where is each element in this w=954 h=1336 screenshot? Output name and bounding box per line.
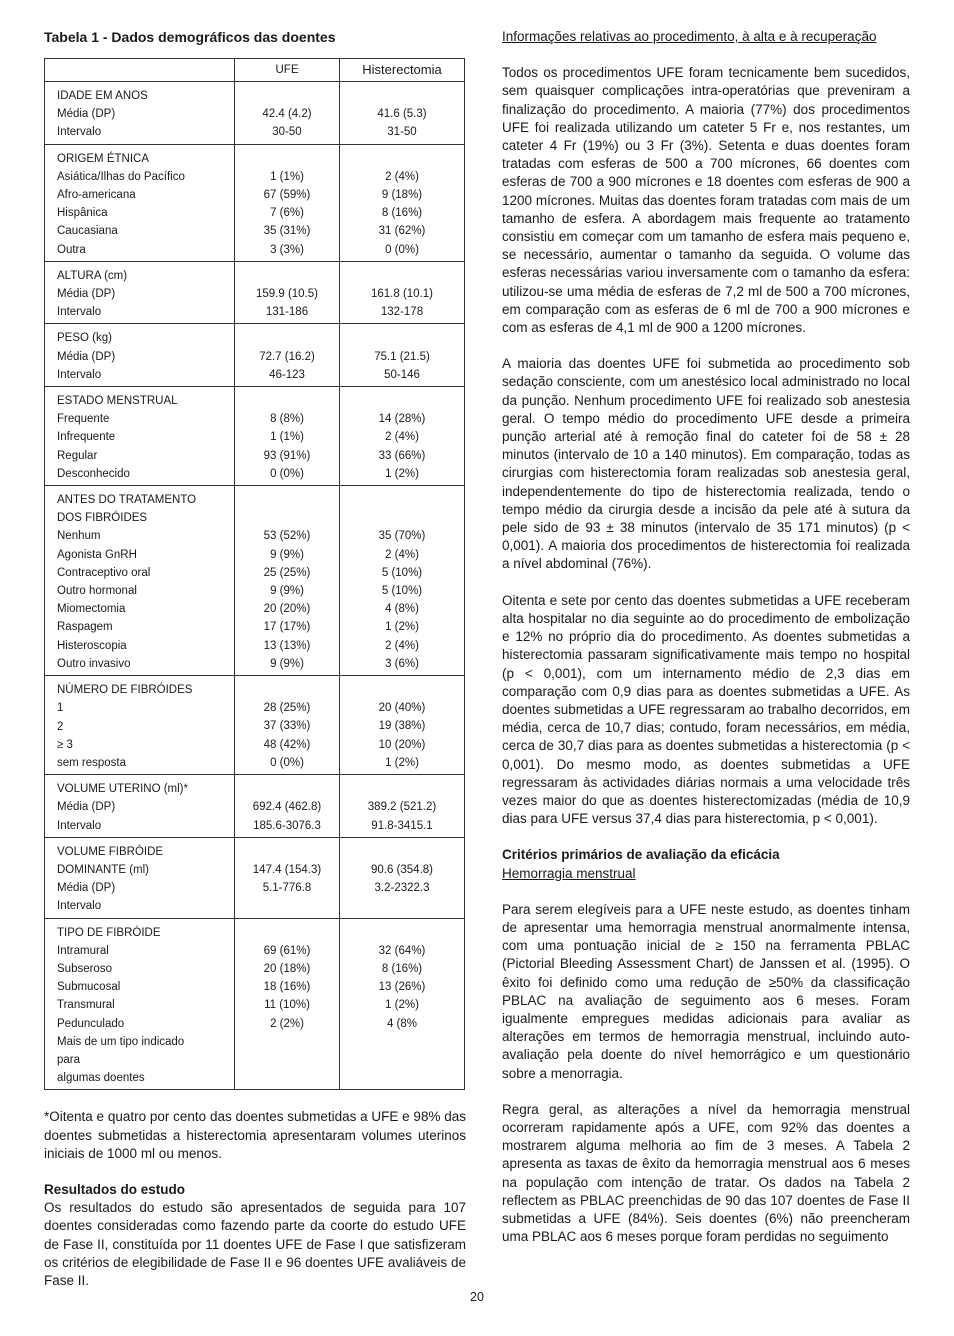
table-row: [45, 775, 465, 838]
cell-line: 4 (8%: [386, 1017, 418, 1030]
ufe-value-cell: [235, 775, 340, 838]
cell-line: 33 (66%): [378, 449, 426, 462]
cell-line: Raspagem: [57, 621, 113, 634]
cell-line: [235, 1051, 339, 1069]
cell-line: 3 (6%): [385, 657, 419, 670]
table-row: [45, 144, 465, 261]
cell-line: Média (DP): [57, 882, 116, 895]
cell-line: [235, 924, 339, 942]
cell-line: 1 (2%): [385, 621, 419, 634]
left-column: [44, 28, 466, 1290]
paragraph-procedures: Todos os procedimentos UFE foram tecnicamente bem sucedidos, sem quaisquer complicações intra-operatórias que preveniram a finalização do procedimento. A maioria (77%) dos procedimentos UFE foi realizada utilizando um cateter 5 Fr e, nos restantes, um cateter 4 Fr (19%) ou 3 Fr (3%). Setenta e duas doentes foram tratadas com esferas de 500 a 700 mícrones, 66 doentes com esferas de 700 a 900 mícrones e 18 doentes com esferas de 900 a 1200 mícrones. Muitas das doentes foram tratadas com mais de um tamanho de esfera. A abordagem mais frequente ao tratamento consistiu em começar com um tamanho de esfera mais pequeno e, se necessário, aumentar o tamanho da seguida. O volume das esferas necessárias variou inversamente com o tamanho da esfera: utilizou-se uma média de esferas de 7,2 ml de 500 a 700 mícrones, em comparação com as esferas de 6 ml de 700 a 900 mícrones e com as esferas de 4,1 ml de 900 a 1200 mícrones.: [502, 65, 910, 336]
table-header-row: [45, 59, 465, 82]
cell-line: 41.6 (5.3): [377, 108, 427, 121]
cell-line: 18 (16%): [263, 981, 311, 994]
table-body: [45, 82, 465, 1090]
row-label-cell: [45, 486, 235, 676]
cell-line: [235, 267, 339, 285]
ufe-value-cell: [235, 82, 340, 145]
page-number: 20: [470, 1290, 484, 1304]
table-title: Tabela 1 - Dados demográficos das doentes: [44, 29, 336, 45]
cell-line: 1: [57, 702, 64, 715]
cell-line: 75.1 (21.5): [374, 350, 430, 363]
cell-line: [235, 329, 339, 347]
cell-line: 8 (16%): [381, 207, 423, 220]
cell-line: 1 (1%): [270, 431, 304, 444]
cell-line: 3 (3%): [270, 243, 304, 256]
cell-line: Outra: [57, 243, 86, 256]
cell-line: Média (DP): [57, 801, 116, 814]
cell-line: [340, 1069, 464, 1087]
cell-line: [235, 150, 339, 168]
cell-line: VOLUME UTERINO (ml)*: [57, 783, 188, 796]
cell-line: Média (DP): [57, 108, 116, 121]
cell-line: Pedunculado: [57, 1017, 125, 1030]
paragraph-discharge: Oitenta e sete por cento das doentes submetidas a UFE receberam alta hospitalar no dia seguinte ao do procedimento de embolização e 12% no próprio dia do procedimento. As doentes submetidas a histerectomia passaram significativamente mais tempo no hospital (p < 0,001), com um internamento médio de 2,3 dias em comparação com 0,9 dias para as doentes submetidas a UFE. As doentes submetidas a UFE regressaram ao trabalho decorridos, em média, cerca de 10,7 dias; contudo, foram necessários, em média, cerca de 30,7 dias para as doentes submetidas a histerectomia (p < 0,001). Do mesmo modo, as doentes submetidas a UFE regressaram às actividades diárias normais a uma velocidade três vezes maior do que as doentes histerectomizadas (média de 10,9 dias para UFE versus 37,4 dias para histerectomia, p < 0,001).: [502, 592, 910, 827]
cell-line: 90.6 (354.8): [370, 863, 433, 876]
cell-line: 9 (18%): [381, 189, 423, 201]
cell-line: [340, 509, 464, 527]
cell-line: Subseroso: [57, 962, 112, 975]
cell-line: 53 (52%): [263, 530, 311, 543]
cell-line: [340, 267, 464, 285]
cell-line: 35 (31%): [263, 225, 311, 238]
cell-line: Infrequente: [57, 431, 116, 444]
row-label-cell: [45, 387, 235, 486]
cell-line: Desconhecido: [57, 467, 130, 480]
hysterectomy-value-cell: [340, 144, 465, 261]
cell-line: Frequente: [57, 413, 110, 426]
row-label-cell: [45, 261, 235, 324]
cell-line: TIPO DE FIBRÓIDE: [57, 926, 161, 939]
cell-line: 5.1-776.8: [262, 882, 312, 895]
cell-line: [340, 780, 464, 798]
cell-line: Hispânica: [57, 207, 108, 220]
cell-line: [340, 392, 464, 410]
cell-line: 2 (4%): [385, 639, 419, 652]
header-ufe: UFE: [235, 59, 340, 82]
table-row: [45, 486, 465, 676]
cell-line: 147.4 (154.3): [252, 863, 322, 876]
table-row: [45, 261, 465, 324]
hysterectomy-value-cell: [340, 387, 465, 486]
cell-line: 1 (2%): [385, 467, 419, 480]
cell-line: Outro invasivo: [57, 657, 131, 670]
cell-line: Intervalo: [57, 368, 102, 381]
cell-line: [340, 491, 464, 509]
cell-line: 91.8-3415.1: [371, 819, 433, 832]
row-label-cell: [45, 837, 235, 918]
cell-line: [235, 681, 339, 699]
table-row: [45, 324, 465, 387]
cell-line: 48 (42%): [263, 738, 311, 751]
cell-line: Mais de um tipo indicado: [57, 1035, 185, 1048]
cell-line: 37 (33%): [263, 720, 311, 733]
cell-line: 3.2-2322.3: [374, 882, 430, 895]
cell-line: 692.4 (462.8): [252, 801, 322, 814]
cell-line: 67 (59%): [263, 189, 311, 201]
cell-line: Agonista GnRH: [57, 548, 137, 561]
cell-line: Regular: [57, 449, 98, 462]
cell-line: 2 (2%): [270, 1017, 304, 1030]
demographics-table: [44, 58, 465, 1090]
cell-line: 10 (20%): [378, 738, 426, 751]
header-empty-cell: [45, 59, 235, 82]
cell-line: 159.9 (10.5): [255, 288, 318, 301]
cell-line: 32 (64%): [378, 944, 426, 957]
cell-line: Intramural: [57, 944, 109, 957]
table-row: [45, 387, 465, 486]
hysterectomy-value-cell: [340, 918, 465, 1090]
cell-line: Intervalo: [57, 126, 102, 139]
cell-line: Asiática/Ilhas do Pacífico: [57, 170, 185, 183]
cell-line: 5 (10%): [381, 585, 423, 598]
cell-line: Média (DP): [57, 288, 116, 301]
ufe-value-cell: [235, 144, 340, 261]
paragraph-eligibility: Para serem elegíveis para a UFE neste estudo, as doentes tinham de apresentar uma hemorragia menstrual anormalmente intensa, com uma pontuação inicial de ≥ 150 na ferramenta PBLAC (Pictorial Bleeding Assessment Chart) de Janssen et al. (1995). O êxito foi definido como uma redução de ≥50% da classificação PBLAC na avaliação de seguimento aos 6 meses. Foram igualmente empregues medidas adicionais para avaliar as alterações em termos de hemorragia menstrual, incluindo auto-avaliação pela doente do nível hemorrágico e um questionário sobre a menorragia.: [502, 901, 910, 1081]
cell-line: Intervalo: [57, 819, 102, 832]
cell-line: 35 (70%): [378, 530, 426, 543]
cell-line: 9 (9%): [270, 585, 304, 598]
cell-line: Nenhum: [57, 530, 101, 543]
cell-line: [235, 491, 339, 509]
criteria-subheading: Hemorragia menstrual: [502, 865, 636, 881]
cell-line: ORIGEM ÉTNICA: [57, 152, 150, 165]
ufe-value-cell: [235, 486, 340, 676]
cell-line: [340, 1051, 464, 1069]
ufe-value-cell: [235, 387, 340, 486]
cell-line: 50-146: [384, 368, 420, 381]
cell-line: 31-50: [387, 126, 417, 139]
cell-line: [235, 392, 339, 410]
cell-line: [235, 843, 339, 861]
cell-line: 0 (0%): [385, 243, 419, 256]
cell-line: [235, 87, 339, 105]
hysterectomy-value-cell: [340, 82, 465, 145]
cell-line: 13 (13%): [263, 639, 311, 652]
cell-line: IDADE EM ANOS: [57, 90, 148, 102]
cell-line: 132-178: [380, 306, 424, 319]
cell-line: Miomectomia: [57, 603, 126, 616]
hysterectomy-value-cell: [340, 486, 465, 676]
cell-line: 161.8 (10.1): [370, 288, 433, 301]
cell-line: 2 (4%): [385, 548, 419, 561]
cell-line: 69 (61%): [263, 944, 311, 957]
cell-line: algumas doentes: [57, 1072, 145, 1085]
table-row: [45, 918, 465, 1090]
cell-line: 14 (28%): [378, 413, 426, 426]
criteria-heading: Critérios primários de avaliação da eficácia: [502, 847, 780, 863]
cell-line: Submucosal: [57, 981, 121, 994]
row-label-cell: [45, 144, 235, 261]
cell-line: 30-50: [272, 126, 302, 139]
cell-line: 9 (9%): [270, 548, 304, 561]
hysterectomy-value-cell: [340, 324, 465, 387]
cell-line: 0 (0%): [270, 467, 304, 480]
cell-line: [340, 897, 464, 915]
cell-line: 13 (26%): [378, 981, 426, 994]
cell-line: 2: [57, 720, 64, 733]
table-footnote: *Oitenta e quatro por cento das doentes submetidas a UFE e 98% das doentes submetidas a histerectomia apresentaram volumes uterinos iniciais de 1000 ml ou menos.: [44, 1109, 466, 1161]
row-label-cell: [45, 918, 235, 1090]
cell-line: 46-123: [269, 368, 305, 381]
cell-line: [235, 1069, 339, 1087]
cell-line: Intervalo: [57, 900, 102, 913]
cell-line: 72.7 (16.2): [259, 350, 315, 363]
cell-line: 0 (0%): [270, 756, 304, 769]
cell-line: DOMINANTE (ml): [57, 863, 149, 876]
paragraph-bleeding-changes: Regra geral, as alterações a nível da hemorragia menstrual ocorreram rapidamente após a UFE, com 92% das doentes a mostrarem alguma melhoria ao fim de 3 meses. A Tabela 2 apresenta as taxas de êxito da hemorragia menstrual aos 6 meses na população com intenção de tratar. Os dados na Tabela 2 reflectem as PBLAC preenchidas de 90 das 107 doentes de Fase II submetidas a UFE (84%). Seis doentes (6%) não preencheram uma PBLAC aos 6 meses porque foram perdidas no seguimento: [502, 1101, 910, 1245]
cell-line: 25 (25%): [263, 566, 311, 579]
cell-line: [340, 1033, 464, 1051]
hysterectomy-value-cell: [340, 676, 465, 775]
cell-line: Caucasiana: [57, 225, 118, 238]
cell-line: 93 (91%): [263, 449, 311, 462]
cell-line: [235, 1033, 339, 1051]
hysterectomy-value-cell: [340, 837, 465, 918]
cell-line: ALTURA (cm): [57, 269, 128, 282]
cell-line: sem resposta: [57, 756, 127, 769]
cell-line: Intervalo: [57, 306, 102, 319]
cell-line: 1 (2%): [385, 999, 419, 1012]
header-hysterectomy: Histerectomia: [340, 59, 465, 82]
cell-line: [340, 924, 464, 942]
paragraph-sedation: A maioria das doentes UFE foi submetida ao procedimento sob sedação consciente, com um anestésico local administrado no local da punção. Nenhum procedimento UFE foi realizado sob anestesia geral. O tempo médio do procedimento UFE desde a primeira punção arterial até à remoção final do cateter foi de 58 ± 28 minutos (intervalo de 10 a 140 minutos). Em comparação, todas as cirurgias com histerectomia foram realizadas sob anestesia geral, independentemente do tipo de histerectomia realizada, tendo o tempo médio da cirurgia desde a incisão da pele até à sutura da pele sido de 93 ± 38 minutos (intervalo de 35 171 minutos) (p < 0,001). A maioria dos procedimentos de histerectomia foi realizada a nível abdominal (76%).: [502, 356, 910, 572]
cell-line: 20 (20%): [263, 603, 311, 616]
row-label-cell: [45, 676, 235, 775]
cell-line: 7 (6%): [270, 207, 304, 220]
cell-line: 4 (8%): [385, 603, 419, 616]
cell-line: Média (DP): [57, 350, 116, 363]
cell-line: 185.6-3076.3: [253, 819, 321, 832]
ufe-value-cell: [235, 837, 340, 918]
cell-line: 8 (16%): [381, 962, 423, 975]
cell-line: ESTADO MENSTRUAL: [57, 395, 178, 408]
hysterectomy-value-cell: [340, 261, 465, 324]
results-heading: Resultados do estudo: [44, 1181, 186, 1197]
section-title: Informações relativas ao procedimento, à alta e à recuperação: [502, 29, 877, 44]
cell-line: [340, 843, 464, 861]
cell-line: 17 (17%): [263, 621, 311, 634]
cell-line: 8 (8%): [270, 413, 304, 426]
cell-line: [235, 509, 339, 527]
cell-line: Outro hormonal: [57, 585, 137, 598]
table-row: [45, 837, 465, 918]
cell-line: 1 (1%): [270, 170, 304, 183]
cell-line: [235, 897, 339, 915]
cell-line: [340, 681, 464, 699]
ufe-value-cell: [235, 324, 340, 387]
cell-line: Afro-americana: [57, 189, 136, 202]
cell-line: Histeroscopia: [57, 639, 127, 652]
cell-line: 9 (9%): [270, 657, 304, 670]
cell-line: PESO (kg): [57, 332, 112, 345]
ufe-value-cell: [235, 676, 340, 775]
ufe-value-cell: [235, 261, 340, 324]
cell-line: 131-186: [265, 306, 309, 319]
cell-line: 31 (62%): [378, 225, 426, 238]
table-row: [45, 82, 465, 145]
cell-line: 5 (10%): [381, 566, 423, 579]
table-row: [45, 676, 465, 775]
ufe-value-cell: [235, 918, 340, 1090]
cell-line: para: [57, 1053, 81, 1066]
cell-line: 1 (2%): [385, 756, 419, 769]
cell-line: 42.4 (4.2): [262, 108, 312, 121]
cell-line: 20 (40%): [378, 702, 426, 715]
cell-line: DOS FIBRÓIDES: [57, 512, 148, 525]
results-paragraph: Os resultados do estudo são apresentados de seguida para 107 doentes consideradas como fazendo parte da coorte do estudo UFE de Fase II, constituída por 11 doentes UFE de Fase I que satisfizeram os critérios de elegibilidade de Fase II e 96 doentes UFE avaliáveis de Fase II.: [44, 1200, 466, 1288]
cell-line: 11 (10%): [264, 999, 310, 1012]
cell-line: 389.2 (521.2): [367, 801, 437, 814]
cell-line: Contraceptivo oral: [57, 566, 151, 579]
cell-line: [340, 150, 464, 168]
cell-line: Transmural: [57, 999, 115, 1012]
cell-line: 19 (38%): [378, 720, 426, 733]
cell-line: [340, 329, 464, 347]
cell-line: ≥ 3: [57, 738, 73, 751]
cell-line: NÚMERO DE FIBRÓIDES: [57, 684, 193, 697]
row-label-cell: [45, 775, 235, 838]
cell-line: 20 (18%): [263, 962, 311, 975]
cell-line: 28 (25%): [263, 702, 311, 715]
right-column: [502, 28, 910, 1246]
hysterectomy-value-cell: [340, 775, 465, 838]
cell-line: ANTES DO TRATAMENTO: [57, 494, 197, 507]
row-label-cell: [45, 82, 235, 145]
cell-line: [235, 780, 339, 798]
cell-line: [340, 87, 464, 105]
cell-line: 2 (4%): [385, 431, 419, 444]
cell-line: VOLUME FIBRÓIDE: [57, 845, 164, 858]
cell-line: 2 (4%): [385, 170, 419, 183]
row-label-cell: [45, 324, 235, 387]
